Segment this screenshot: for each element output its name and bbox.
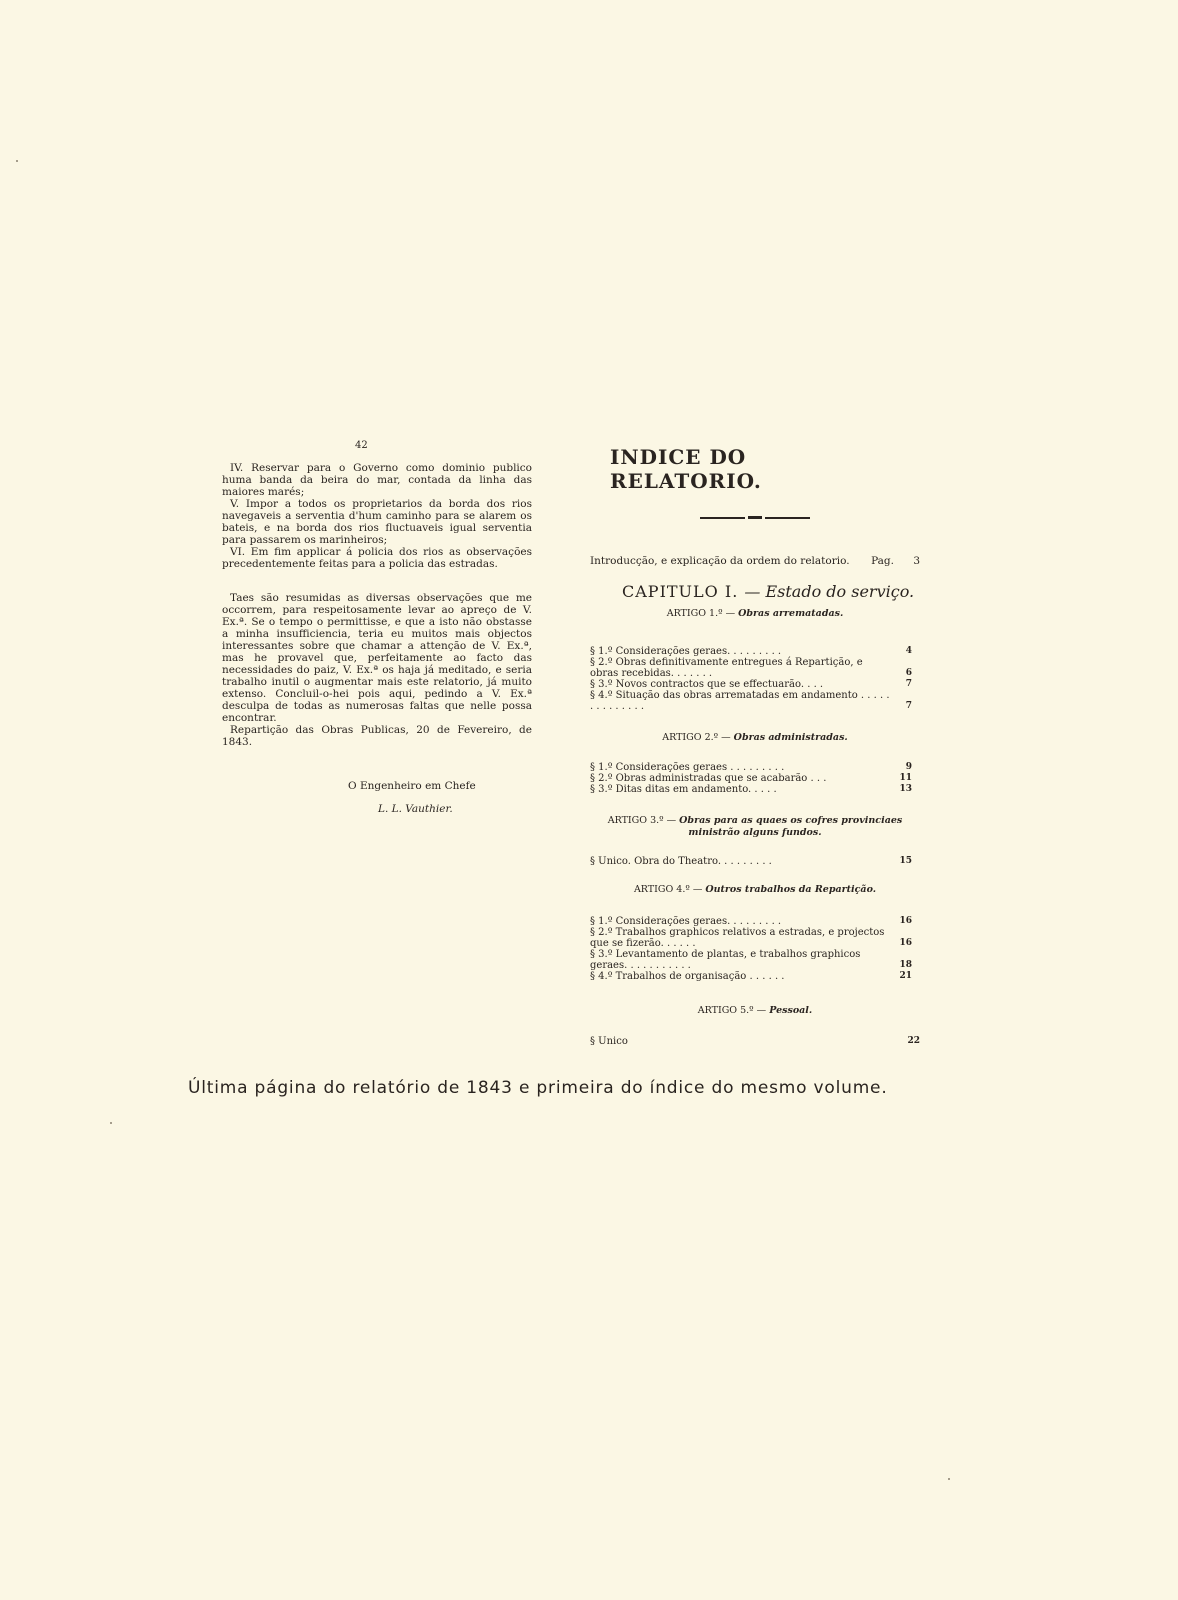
article-label: ARTIGO 3.º —: [607, 815, 677, 826]
article-1-entries: [590, 646, 920, 712]
article-2-heading: [590, 732, 920, 743]
chapter-label: CAPITULO I.: [622, 582, 739, 601]
left-page-text: [222, 440, 532, 748]
list-item: § 3.º Novos contractos que se effectuarão. . . . 7: [590, 679, 912, 690]
article-4-heading: [590, 884, 920, 895]
scan-speck: [16, 160, 18, 162]
article-title: Obras arrematadas.: [738, 608, 844, 619]
chapter-title: — Estado do serviço.: [744, 582, 915, 601]
signature-name: L. L. Vauthier.: [378, 803, 453, 815]
intro-entry: [590, 555, 920, 567]
article-title: Obras para as quaes os cofres provinciaes ministrão alguns fundos.: [679, 815, 903, 838]
article-5-heading: [590, 1005, 920, 1016]
list-item: § 4.º Situação das obras arrematadas em andamento . . . . . . . . . . . . . . 7: [590, 690, 912, 712]
list-item: § 3.º Ditas ditas em andamento. . . . . 13: [590, 784, 912, 795]
date-line: Repartição das Obras Publicas, 20 de Fevereiro, de 1843.: [222, 724, 532, 748]
intro-page: 3: [913, 555, 920, 567]
article-1-heading: [590, 608, 920, 619]
intro-text: Introducção, e explicação da ordem do relatorio.: [590, 555, 850, 567]
list-item: § Unico 22: [590, 1036, 920, 1047]
article-title: Outros trabalhos da Repartição.: [705, 884, 877, 895]
article-label: ARTIGO 4.º —: [633, 884, 703, 895]
chapter-heading: [622, 582, 914, 601]
article-2-entries: [590, 762, 920, 795]
list-item: § 1.º Considerações geraes. . . . . . . . . 4: [590, 646, 912, 657]
list-item: § Unico. Obra do Theatro. . . . . . . . . 15: [590, 856, 912, 867]
scan-speck: [948, 1478, 950, 1480]
title-ornament: [700, 515, 810, 521]
article-label: ARTIGO 1.º —: [666, 608, 736, 619]
article-title: Pessoal.: [769, 1005, 813, 1016]
list-item: § 1.º Considerações geraes. . . . . . . . . 16: [590, 916, 912, 927]
scan-speck: [110, 1122, 112, 1124]
list-item: § 2.º Obras definitivamente entregues á Repartição, e obras recebidas. . . . . . . 6: [590, 657, 912, 679]
left-page-number: 42: [355, 440, 368, 451]
article-label: ARTIGO 5.º —: [697, 1005, 767, 1016]
caption: Última página do relatório de 1843 e primeira do índice do mesmo volume.: [188, 1078, 888, 1098]
index-title: INDICE DO RELATORIO.: [610, 445, 762, 493]
article-label: ARTIGO 2.º —: [662, 732, 731, 743]
pag-label: Pag.: [871, 555, 894, 567]
list-item: § 2.º Trabalhos graphicos relativos a estradas, e projectos que se fizerão. . . . . . 16: [590, 927, 912, 949]
list-item: § 1.º Considerações geraes . . . . . . . . . 9: [590, 762, 912, 773]
paragraph-v: V. Impor a todos os proprietarios da borda dos rios navegaveis a serventia d'hum caminho para se alarem os bateis, e na borda dos rios fluctuaveis igual serventia para passarem os marinheiros;: [222, 498, 532, 546]
article-3-entries: [590, 856, 920, 867]
signature-title: O Engenheiro em Chefe: [348, 780, 476, 792]
paragraph-iv: IV. Reservar para o Governo como dominio publico huma banda da beira do mar, contada da linha das maiores marés;: [222, 462, 532, 498]
list-item: § 3.º Levantamento de plantas, e trabalhos graphicos geraes. . . . . . . . . . . 18: [590, 949, 912, 971]
closing-paragraph: Taes são resumidas as diversas observações que me occorrem, para respeitosamente levar ao apreço de V. Ex.ª. Se o tempo o permittisse, e que a isto não obstasse a minha insufficiencia, teria eu muitos mais objectos interessantes sobre que chamar a attenção de V. Ex.ª, mas he provavel que, perfeitamente ao facto das necessidades do paiz, V. Ex.ª os haja já meditado, e seria trabalho inutil o augmentar mais este relatorio, já muito extenso. Concluil-o-hei pois aqui, pedindo a V. Ex.ª desculpa de todas as numerosas faltas que nelle possa encontrar.: [222, 592, 532, 724]
list-item: § 2.º Obras administradas que se acabarão . . . 11: [590, 773, 912, 784]
article-title: Obras administradas.: [733, 732, 848, 743]
list-item: § 4.º Trabalhos de organisação . . . . . . 21: [590, 971, 912, 982]
paragraph-vi: VI. Em fim applicar á policia dos rios as observações precedentemente feitas para a policia das estradas.: [222, 546, 532, 570]
article-5-entries: [590, 1036, 920, 1047]
article-3-heading: [605, 815, 905, 839]
article-4-entries: [590, 916, 920, 982]
